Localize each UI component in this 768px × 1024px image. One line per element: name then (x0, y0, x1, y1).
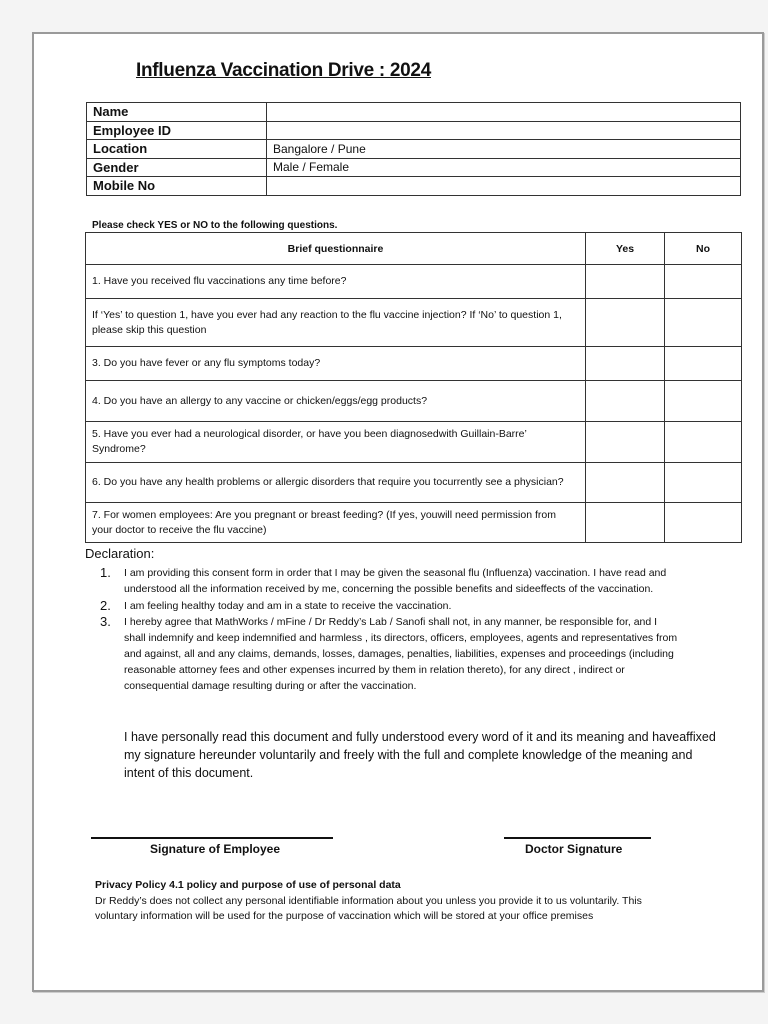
yes-checkbox-cell[interactable] (586, 347, 665, 381)
yes-checkbox-cell[interactable] (586, 463, 665, 503)
employee-info-table (86, 102, 741, 196)
privacy-heading: Privacy Policy 4.1 policy and purpose of use of personal data (95, 879, 401, 891)
declaration-item (100, 566, 680, 598)
question-text: 7. For women employees: Are you pregnant or breast feeding? (If yes, youwill need permission from your doctor to receive the flu vaccine) (86, 503, 586, 543)
question-row (86, 347, 742, 381)
no-checkbox-cell[interactable] (665, 265, 742, 299)
declaration-number: 3. (100, 614, 111, 630)
no-header: No (665, 233, 742, 265)
declaration-heading: Declaration: (85, 546, 155, 561)
declaration-number: 2. (100, 597, 111, 613)
privacy-policy (95, 878, 675, 925)
no-checkbox-cell[interactable] (665, 463, 742, 503)
info-label: Gender (87, 158, 267, 177)
yes-checkbox-cell[interactable] (586, 422, 665, 463)
declaration-number: 1. (100, 565, 111, 580)
declaration-text: I am providing this consent form in order that I may be given the seasonal flu (Influenza) vaccination. I have read and understood all the information received by me, concerning the possible benefits and sideeffects of the vaccination. (124, 567, 667, 595)
affirmation-text: I have personally read this document and fully understood every word of it and its meaning and haveaffixed my signature hereunder voluntarily and freely with the full and complete knowledge of the meaning and intent of this document. (124, 730, 716, 780)
no-checkbox-cell[interactable] (665, 299, 742, 347)
doctor-signature-line[interactable] (504, 837, 651, 839)
info-row-gender (87, 158, 741, 177)
gender-field[interactable]: Male / Female (267, 158, 741, 177)
question-row (86, 299, 742, 347)
question-text: 6. Do you have any health problems or allergic disorders that require you tocurrently see a physician? (86, 463, 586, 503)
declaration-text: I am feeling healthy today and am in a state to receive the vaccination. (124, 599, 452, 612)
question-text: If ‘Yes’ to question 1, have you ever had any reaction to the flu vaccine injection? If ‘No’ to question 1, please skip this question (86, 299, 586, 347)
no-checkbox-cell[interactable] (665, 422, 742, 463)
info-label: Employee ID (87, 121, 267, 140)
employee-signature-line[interactable] (91, 837, 333, 839)
privacy-text: Dr Reddy’s does not collect any personal identifiable information about you unless you provide it to us voluntarily. This voluntary information will be used for the purpose of vaccination which will be stored at your office premises (95, 894, 642, 922)
questionnaire-table (85, 232, 742, 543)
page-title: Influenza Vaccination Drive : 2024 (136, 60, 431, 81)
info-row-mobile (87, 177, 741, 196)
info-label: Name (87, 103, 267, 122)
instruction-text: Please check YES or NO to the following questions. (92, 220, 338, 231)
no-checkbox-cell[interactable] (665, 347, 742, 381)
info-row-name (87, 103, 741, 122)
location-field[interactable]: Bangalore / Pune (267, 140, 741, 159)
yes-checkbox-cell[interactable] (586, 381, 665, 422)
questionnaire-header-row (86, 233, 742, 265)
declaration-item (100, 599, 680, 615)
declaration-item (100, 615, 680, 694)
yes-checkbox-cell[interactable] (586, 265, 665, 299)
question-text: 1. Have you received flu vaccinations any time before? (86, 265, 586, 299)
employee-id-field[interactable] (267, 121, 741, 140)
questionnaire-header: Brief questionnaire (86, 233, 586, 265)
info-label: Mobile No (87, 177, 267, 196)
question-text: 3. Do you have fever or any flu symptoms today? (86, 347, 586, 381)
no-checkbox-cell[interactable] (665, 381, 742, 422)
yes-checkbox-cell[interactable] (586, 503, 665, 543)
question-row (86, 463, 742, 503)
info-row-location (87, 140, 741, 159)
doctor-signature-label: Doctor Signature (525, 842, 623, 856)
consent-form-page (32, 32, 764, 992)
no-checkbox-cell[interactable] (665, 503, 742, 543)
question-text: 4. Do you have an allergy to any vaccine or chicken/eggs/egg products? (86, 381, 586, 422)
declaration-text: I hereby agree that MathWorks / mFine / Dr Reddy’s Lab / Sanofi shall not, in any manner, be responsible for, and I shall indemnify and keep indemnified and harmless , its directors, officers, employees, agents and representatives from and against, all and any claims, demands, losses, damages, penalties, liabilities, expenses and proceedings (including reasonable attorney fees and other expenses incurred by them in relation thereto), for any direct , indirect or consequential damage resulting during or after the vaccination. (124, 616, 678, 692)
employee-signature-label: Signature of Employee (150, 842, 281, 856)
question-row (86, 381, 742, 422)
question-text: 5. Have you ever had a neurological disorder, or have you been diagnosedwith Guillain-Barre’ Syndrome? (86, 422, 586, 463)
mobile-field[interactable] (267, 177, 741, 196)
declaration-list (100, 566, 680, 695)
question-row (86, 503, 742, 543)
info-row-employee-id (87, 121, 741, 140)
question-row (86, 422, 742, 463)
question-row (86, 265, 742, 299)
yes-header: Yes (586, 233, 665, 265)
yes-checkbox-cell[interactable] (586, 299, 665, 347)
info-label: Location (87, 140, 267, 159)
name-field[interactable] (267, 103, 741, 122)
